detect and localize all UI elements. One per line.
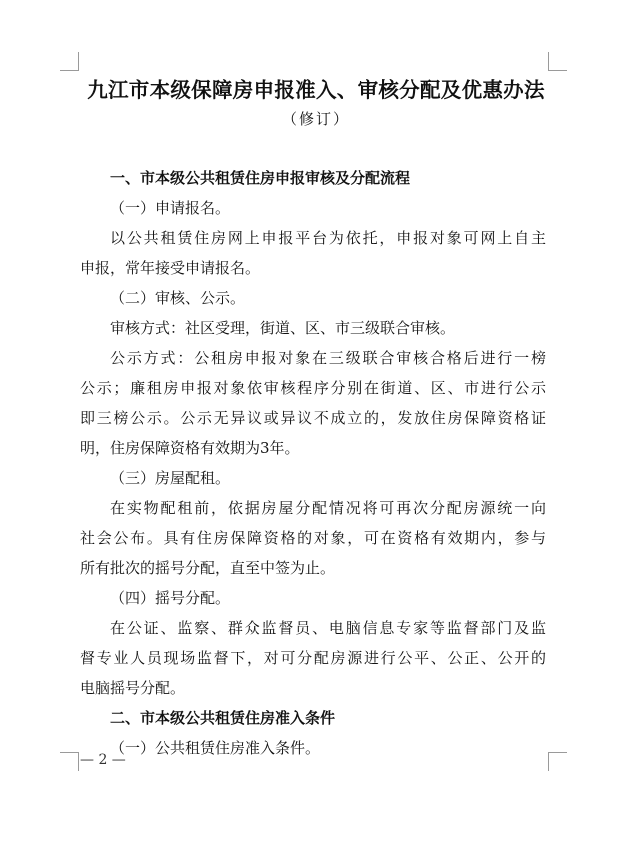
crop-mark-top-left [60, 52, 79, 71]
subsection-heading-2: （二）审核、公示。 [110, 289, 246, 307]
subsection-heading-5: （一）公共租赁住房准入条件。 [110, 739, 321, 757]
paragraph-line: 明，住房保障资格有效期为3年。 [80, 439, 300, 457]
paragraph-line: 所有批次的摇号分配，直至中签为止。 [80, 559, 336, 577]
paragraph-line: 督专业人员现场监督下，对可分配房源进行公平、公正、公开的 [80, 649, 546, 667]
paragraph-line: 在实物配租前，依据房屋分配情况将可再次分配房源统一向 [110, 499, 546, 517]
paragraph-line: 在公证、监察、群众监督员、电脑信息专家等监督部门及监 [110, 619, 546, 637]
crop-mark-bottom-right [548, 752, 567, 771]
subsection-heading-1: （一）申请报名。 [110, 199, 231, 217]
paragraph-line: 申报，常年接受申请报名。 [80, 259, 261, 277]
paragraph-line: 社会公布。具有住房保障资格的对象，可在资格有效期内，参与 [80, 529, 546, 547]
paragraph-line: 公示方式：公租房申报对象在三级联合审核合格后进行一榜 [110, 349, 546, 367]
page-number: — 2 — [80, 752, 126, 768]
section-heading-2: 二、市本级公共租赁住房准入条件 [110, 709, 336, 727]
crop-mark-bottom-left [60, 752, 79, 771]
document-title: 九江市本级保障房申报准入、审核分配及优惠办法 [87, 78, 545, 102]
paragraph-line: 电脑摇号分配。 [80, 679, 186, 697]
crop-mark-top-right [548, 52, 567, 71]
paragraph-line: 即三榜公示。公示无异议或异议不成立的，发放住房保障资格证 [80, 409, 546, 427]
section-heading-1: 一、市本级公共租赁住房申报审核及分配流程 [110, 169, 411, 187]
subsection-heading-3: （三）房屋配租。 [110, 469, 231, 487]
paragraph-line: 公示；廉租房申报对象依审核程序分别在街道、区、市进行公示 [80, 379, 546, 397]
subsection-heading-4: （四）摇号分配。 [110, 589, 231, 607]
paragraph-line: 审核方式：社区受理，街道、区、市三级联合审核。 [110, 319, 456, 337]
paragraph-line: 以公共租赁住房网上申报平台为依托，申报对象可网上自主 [110, 229, 546, 247]
document-subtitle: （修订） [281, 110, 350, 128]
